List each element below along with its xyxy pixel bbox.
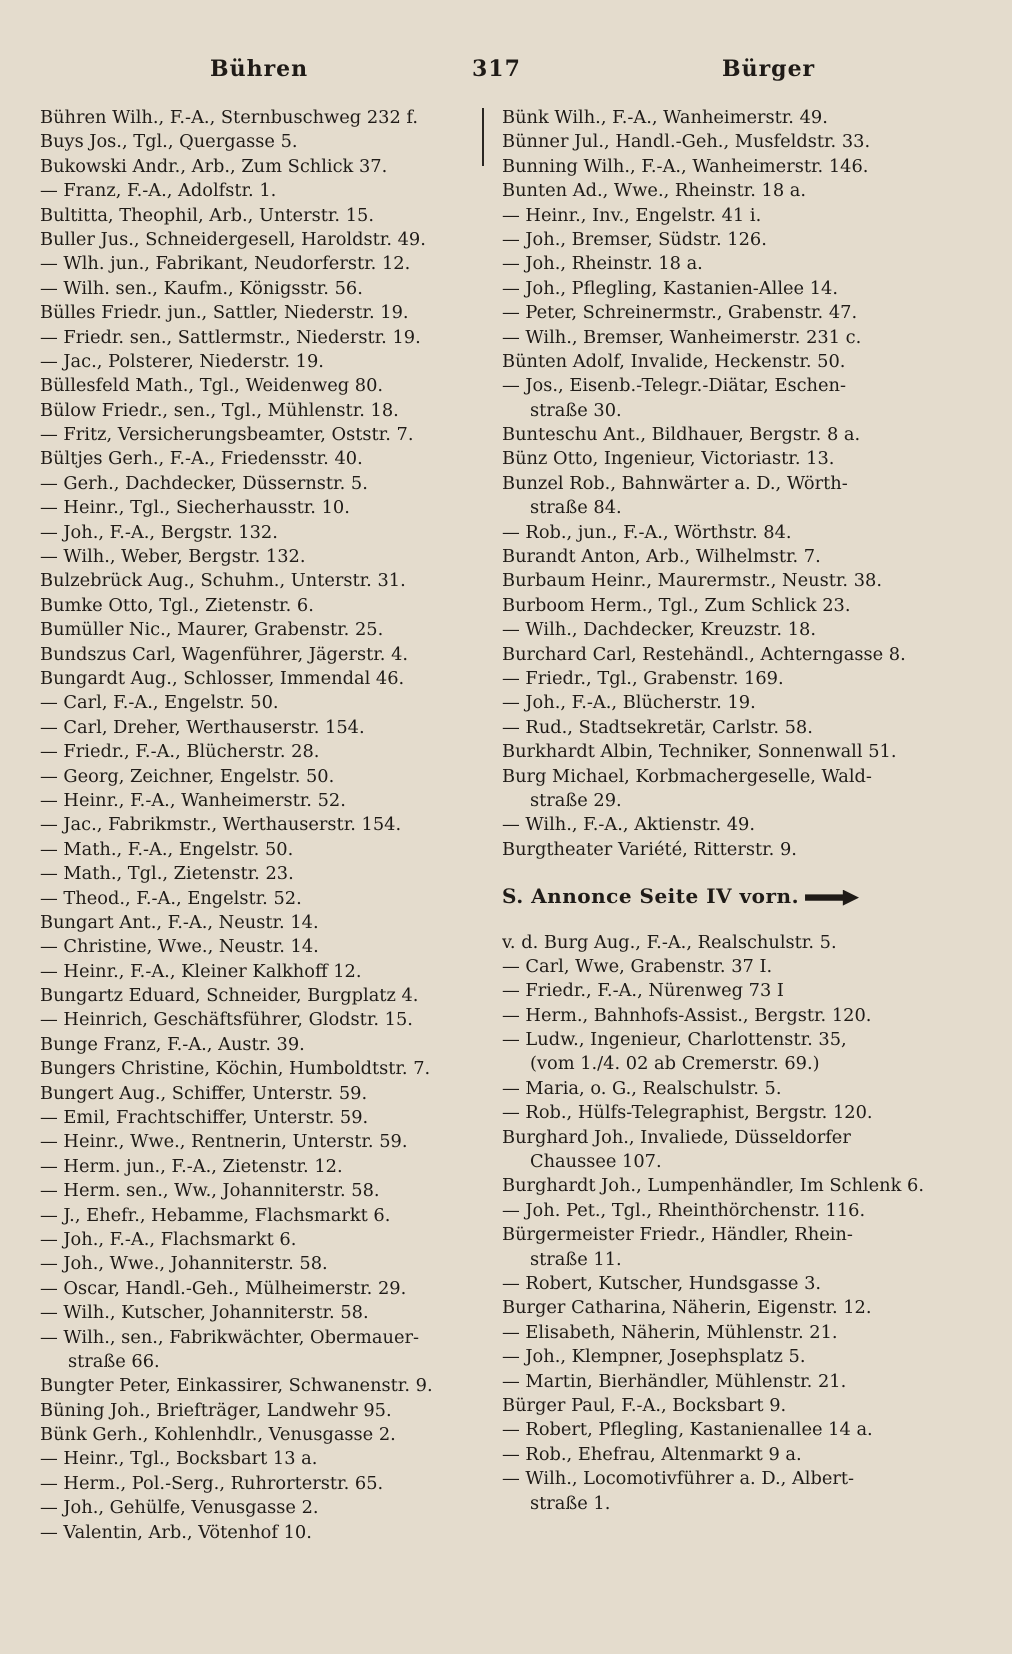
- directory-entry: Bunning Wilh., F.-A., Wanheimerstr. 146.: [502, 155, 869, 177]
- directory-entry: — Wilh., F.-A., Aktienstr. 49.: [502, 814, 756, 836]
- directory-entry: Büning Joh., Briefträger, Landwehr 95.: [40, 1399, 392, 1421]
- page-header: [0, 56, 1012, 92]
- directory-entry: Bumüller Nic., Maurer, Grabenstr. 25.: [40, 619, 384, 641]
- directory-entry: — Christine, Wwe., Neustr. 14.: [40, 936, 319, 958]
- directory-entry: Bürgermeister Friedr., Händler, Rhein-: [502, 1224, 853, 1246]
- directory-entry: Burghard Joh., Invaliede, Düsseldorfer: [502, 1126, 851, 1148]
- directory-entry: Bungardt Aug., Schlosser, Immendal 46.: [40, 667, 405, 689]
- directory-entry: Burghardt Joh., Lumpenhändler, Im Schlenk 6.: [502, 1175, 924, 1197]
- directory-entry: — Rud., Stadtsekretär, Carlstr. 58.: [502, 716, 813, 738]
- directory-entry: straße 11.: [530, 1248, 622, 1270]
- directory-entry: straße 1.: [530, 1492, 611, 1514]
- directory-entry: — Wilh., sen., Fabrikwächter, Obermauer-: [40, 1326, 419, 1348]
- directory-entry: v. d. Burg Aug., F.-A., Realschulstr. 5.: [502, 931, 837, 953]
- directory-entry: — Martin, Bierhändler, Mühlenstr. 21.: [502, 1370, 847, 1392]
- directory-entry: — Georg, Zeichner, Engelstr. 50.: [40, 765, 335, 787]
- directory-entry: — Jac., Polsterer, Niederstr. 19.: [40, 350, 324, 372]
- directory-entry: Bunten Ad., Wwe., Rheinstr. 18 a.: [502, 180, 807, 202]
- directory-entry: Burchard Carl, Restehändl., Achterngasse 8.: [502, 643, 906, 665]
- directory-entry: — Heinr., Inv., Engelstr. 41 i.: [502, 204, 762, 226]
- directory-entry: — Joh., Wwe., Johanniterstr. 58.: [40, 1253, 328, 1275]
- directory-entry: — Robert, Kutscher, Hundsgasse 3.: [502, 1272, 822, 1294]
- directory-entry: Burandt Anton, Arb., Wilhelmstr. 7.: [502, 546, 821, 568]
- directory-entry: — J., Ehefr., Hebamme, Flachsmarkt 6.: [40, 1204, 391, 1226]
- header-right-name: Bürger: [722, 56, 816, 82]
- directory-entry: — Carl, Wwe, Grabenstr. 37 I.: [502, 955, 773, 977]
- annonce-text: S. Annonce Seite IV vorn.: [502, 884, 800, 909]
- directory-entry: — Herm., Bahnhofs-Assist., Bergstr. 120.: [502, 1004, 872, 1026]
- directory-entry: — Rob., Hülfs-Telegraphist, Bergstr. 120.: [502, 1102, 873, 1124]
- directory-entry: — Wilh., Kutscher, Johanniterstr. 58.: [40, 1302, 369, 1324]
- directory-entry: Bunzel Rob., Bahnwärter a. D., Wörth-: [502, 472, 848, 494]
- directory-entry: Bünten Adolf, Invalide, Heckenstr. 50.: [502, 350, 846, 372]
- directory-entry: — Joh., Gehülfe, Venusgasse 2.: [40, 1497, 319, 1519]
- directory-entry: Bungert Aug., Schiffer, Unterstr. 59.: [40, 1082, 368, 1104]
- directory-entry: Buller Jus., Schneidergesell, Haroldstr. 49.: [40, 228, 426, 250]
- directory-entry: Bulzebrück Aug., Schuhm., Unterstr. 31.: [40, 570, 406, 592]
- directory-entry: — Ludw., Ingenieur, Charlottenstr. 35,: [502, 1029, 847, 1051]
- directory-entry: — Peter, Schreinermstr., Grabenstr. 47.: [502, 302, 858, 324]
- directory-entry: — Jac., Fabrikmstr., Werthauserstr. 154.: [40, 814, 402, 836]
- directory-entry: — Elisabeth, Näherin, Mühlenstr. 21.: [502, 1321, 838, 1343]
- directory-entry: — Oscar, Handl.-Geh., Mülheimerstr. 29.: [40, 1277, 407, 1299]
- directory-entry: — Joh., F.-A., Blücherstr. 19.: [502, 692, 756, 714]
- right-column-entries-b: [502, 931, 942, 1516]
- directory-entry: Bünz Otto, Ingenieur, Victoriastr. 13.: [502, 448, 835, 470]
- directory-entry: — Valentin, Arb., Vötenhof 10.: [40, 1521, 312, 1543]
- directory-entry: — Friedr., Tgl., Grabenstr. 169.: [502, 667, 784, 689]
- directory-entry: Büllesfeld Math., Tgl., Weidenweg 80.: [40, 375, 384, 397]
- column-divider: [482, 108, 484, 166]
- directory-entry: (vom 1./4. 02 ab Cremerstr. 69.): [530, 1053, 820, 1075]
- directory-entry: — Wlh. jun., Fabrikant, Neudorferstr. 12.: [40, 253, 411, 275]
- directory-entry: Bühren Wilh., F.-A., Sternbuschweg 232 f.: [40, 107, 419, 128]
- directory-entry: Burger Catharina, Näherin, Eigenstr. 12.: [502, 1297, 872, 1319]
- directory-entry: straße 30.: [530, 399, 622, 421]
- directory-entry: — Joh., Bremser, Südstr. 126.: [502, 228, 767, 250]
- directory-entry: straße 66.: [68, 1350, 160, 1372]
- directory-entry: — Heinr., Wwe., Rentnerin, Unterstr. 59.: [40, 1131, 408, 1153]
- directory-entry: Bunteschu Ant., Bildhauer, Bergstr. 8 a.: [502, 424, 861, 446]
- directory-entry: straße 84.: [530, 497, 622, 519]
- directory-entry: Bülow Friedr., sen., Tgl., Mühlenstr. 18.: [40, 399, 399, 421]
- directory-entry: — Friedr., F.-A., Nürenweg 73 I: [502, 980, 784, 1002]
- directory-entry: — Heinr., Tgl., Bocksbart 13 a.: [40, 1448, 318, 1470]
- directory-entry: — Herm., Pol.-Serg., Ruhrorterstr. 65.: [40, 1472, 384, 1494]
- page-number: 317: [472, 56, 521, 82]
- directory-entry: — Heinr., Tgl., Siecherhausstr. 10.: [40, 497, 350, 519]
- directory-entry: — Heinrich, Geschäftsführer, Glodstr. 15.: [40, 1009, 413, 1031]
- directory-entry: — Carl, F.-A., Engelstr. 50.: [40, 692, 279, 714]
- directory-entry: — Gerh., Dachdecker, Düssernstr. 5.: [40, 472, 368, 494]
- directory-entry: Bundszus Carl, Wagenführer, Jägerstr. 4.: [40, 643, 409, 665]
- directory-entry: Bumke Otto, Tgl., Zietenstr. 6.: [40, 594, 314, 616]
- directory-entry: — Carl, Dreher, Werthauserstr. 154.: [40, 716, 365, 738]
- directory-entry: Bünk Wilh., F.-A., Wanheimerstr. 49.: [502, 107, 828, 128]
- directory-entry: — Wilh., Locomotivführer a. D., Albert-: [502, 1468, 855, 1490]
- directory-entry: — Wilh., Bremser, Wanheimerstr. 231 c.: [502, 326, 862, 348]
- directory-entry: Bungter Peter, Einkassirer, Schwanenstr. 9.: [40, 1375, 433, 1397]
- directory-entry: Bünk Gerh., Kohlenhdlr., Venusgasse 2.: [40, 1424, 396, 1446]
- directory-entry: — Fritz, Versicherungsbeamter, Oststr. 7.: [40, 424, 414, 446]
- header-left-name: Bühren: [210, 56, 309, 82]
- directory-entry: Burkhardt Albin, Techniker, Sonnenwall 51.: [502, 741, 897, 763]
- directory-entry: — Wilh. sen., Kaufm., Königsstr. 56.: [40, 277, 363, 299]
- directory-entry: — Joh. Pet., Tgl., Rheinthörchenstr. 116.: [502, 1199, 866, 1221]
- directory-entry: — Friedr., F.-A., Blücherstr. 28.: [40, 741, 320, 763]
- directory-entry: — Theod., F.-A., Engelstr. 52.: [40, 887, 302, 909]
- right-column: [502, 106, 942, 1516]
- directory-entry: Bungartz Eduard, Schneider, Burgplatz 4.: [40, 985, 419, 1007]
- directory-entry: straße 29.: [530, 789, 622, 811]
- directory-entry: — Rob., Ehefrau, Altenmarkt 9 a.: [502, 1443, 802, 1465]
- directory-entry: — Joh., Klempner, Josephsplatz 5.: [502, 1346, 806, 1368]
- directory-entry: — Franz, F.-A., Adolfstr. 1.: [40, 180, 277, 202]
- pointing-hand-icon: [805, 890, 859, 906]
- right-column-entries-a: [502, 106, 942, 862]
- directory-entry: — Joh., F.-A., Bergstr. 132.: [40, 521, 278, 543]
- directory-entry: — Robert, Pflegling, Kastanienallee 14 a.: [502, 1419, 873, 1441]
- directory-entry: Buys Jos., Tgl., Quergasse 5.: [40, 131, 298, 153]
- directory-entry: Bürger Paul, F.-A., Bocksbart 9.: [502, 1394, 787, 1416]
- directory-entry: — Jos., Eisenb.-Telegr.-Diätar, Eschen-: [502, 375, 846, 397]
- directory-entry: — Herm. sen., Ww., Johanniterstr. 58.: [40, 1180, 380, 1202]
- directory-entry: — Math., F.-A., Engelstr. 50.: [40, 838, 294, 860]
- directory-entry: Bültjes Gerh., F.-A., Friedensstr. 40.: [40, 448, 363, 470]
- directory-entry: Bunge Franz, F.-A., Austr. 39.: [40, 1033, 305, 1055]
- annonce-notice: [502, 884, 942, 908]
- directory-entry: — Herm. jun., F.-A., Zietenstr. 12.: [40, 1155, 343, 1177]
- directory-entry: — Joh., F.-A., Flachsmarkt 6.: [40, 1228, 297, 1250]
- directory-entry: Bultitta, Theophil, Arb., Unterstr. 15.: [40, 204, 374, 226]
- directory-entry: — Wilh., Weber, Bergstr. 132.: [40, 546, 306, 568]
- directory-entry: Chaussee 107.: [530, 1151, 662, 1173]
- directory-entry: Burboom Herm., Tgl., Zum Schlick 23.: [502, 594, 851, 616]
- directory-entry: — Joh., Rheinstr. 18 a.: [502, 253, 703, 275]
- directory-entry: — Heinr., F.-A., Kleiner Kalkhoff 12.: [40, 960, 362, 982]
- directory-entry: — Rob., jun., F.-A., Wörthstr. 84.: [502, 521, 792, 543]
- directory-entry: Burg Michael, Korbmachergeselle, Wald-: [502, 765, 872, 787]
- directory-entry: — Heinr., F.-A., Wanheimerstr. 52.: [40, 789, 346, 811]
- directory-entry: Burbaum Heinr., Maurermstr., Neustr. 38.: [502, 570, 882, 592]
- directory-entry: Bünner Jul., Handl.-Geh., Musfeldstr. 33.: [502, 131, 871, 153]
- directory-entry: — Math., Tgl., Zietenstr. 23.: [40, 863, 294, 885]
- directory-entry: Bülles Friedr. jun., Sattler, Niederstr. 19.: [40, 302, 409, 324]
- gap: [502, 917, 942, 931]
- directory-entry: — Joh., Pflegling, Kastanien-Allee 14.: [502, 277, 838, 299]
- directory-entry: — Emil, Frachtschiffer, Unterstr. 59.: [40, 1107, 369, 1129]
- directory-entry: Bungers Christine, Köchin, Humboldtstr. 7.: [40, 1058, 431, 1080]
- directory-entry: — Wilh., Dachdecker, Kreuzstr. 18.: [502, 619, 816, 641]
- directory-entry: Bungart Ant., F.-A., Neustr. 14.: [40, 911, 319, 933]
- gap: [502, 862, 942, 876]
- directory-entry: — Friedr. sen., Sattlermstr., Niederstr. 19.: [40, 326, 421, 348]
- directory-entry: — Maria, o. G., Realschulstr. 5.: [502, 1077, 782, 1099]
- directory-entry: Bukowski Andr., Arb., Zum Schlick 37.: [40, 155, 388, 177]
- left-column: [40, 106, 472, 1545]
- directory-entry: Burgtheater Variété, Ritterstr. 9.: [502, 838, 797, 860]
